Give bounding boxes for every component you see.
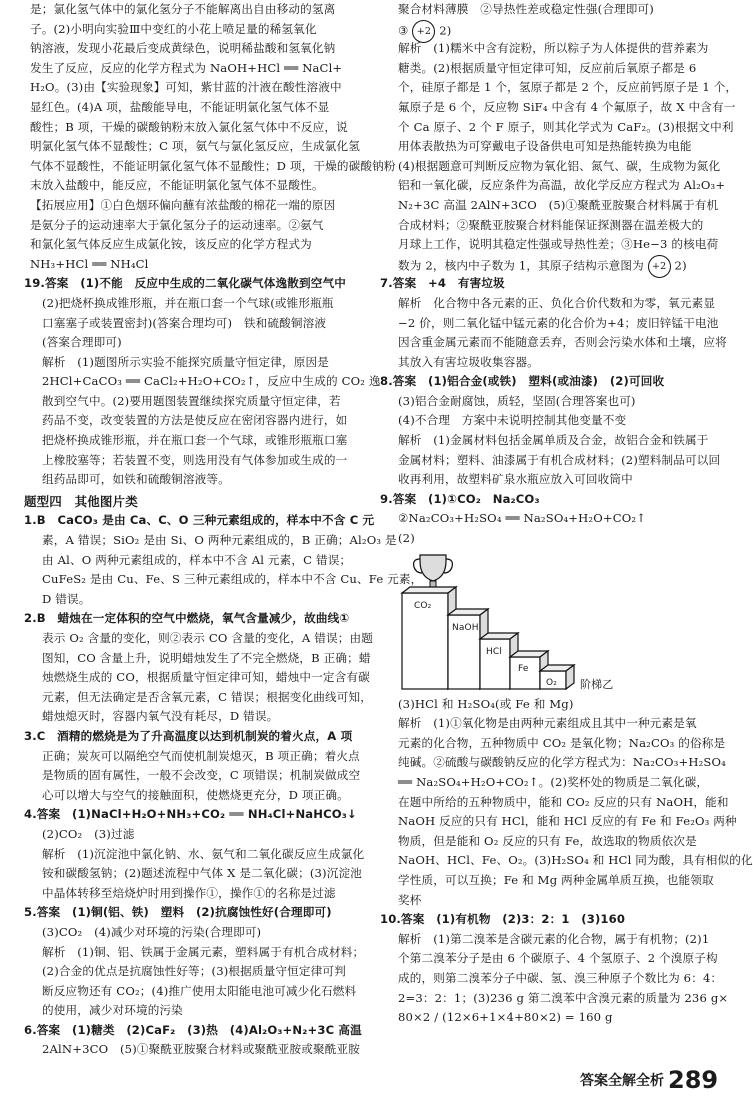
page-number: 289 <box>668 1066 719 1094</box>
text-line: 中晶体转移至焙烧炉时用到操作①，操作①的名称是过滤 <box>42 885 336 900</box>
text-line: 子。(2)小明向实验Ⅲ中变红的小花上喷足量的稀氢氧化 <box>30 21 317 36</box>
text-line: 4.答案 (1)NaCl+H₂O+NH₃+CO₂ ══ NH₄Cl+NaHCO₃↓ <box>24 807 357 822</box>
text-line: 解析 化合物中各元素的正、负化合价代数和为零，氧元素显 <box>398 295 716 310</box>
electron-shell: 2 <box>439 23 447 38</box>
text-line: 3.C 酒精的燃烧是为了升高温度以达到机制炭的着火点，A 项 <box>24 728 353 743</box>
text-line: 心可以增大与空气的接触面积，使燃烧更充分，D 项正确。 <box>42 787 349 802</box>
footer-title: 答案全解全析 <box>580 1073 664 1089</box>
text-line: 个 Ca 原子、2 个 F 原子，则其化学式为 CaF₂。(3)根据文中利 <box>398 119 734 134</box>
text-line: 7.答案 +4 有害垃圾 <box>380 276 505 291</box>
text-line: 【拓展应用】①白色烟环偏向蘸有浓盐酸的棉花一端的原因 <box>30 197 336 212</box>
atom-structure-line: 数为 2，核内中子数为 1，其原子结构示意图为 +2 2) <box>380 255 728 275</box>
text-line: 是；氯化氢气体中的氯化氢分子不能解离出自由移动的氢离 <box>30 2 336 16</box>
text-line: 合成材料；②聚酰亚胺聚合材料能保证探测器在温差极大的 <box>398 217 704 232</box>
text-line: 物质，但是能和 O₂ 反应的只有 Fe，故选取的物质依次是 <box>398 833 697 848</box>
text-line: 2.B 蜡烛在一定体积的空气中燃烧，氧气含量减少，故曲线① <box>24 611 350 626</box>
text-line: 收再利用，故塑料矿泉水瓶应放入可回收筒中 <box>398 472 633 487</box>
text-line: NaOH、HCl、Fe、O₂。(3)H₂SO₄ 和 HCl 同为酸，具有相似的化 <box>398 853 753 868</box>
text-line: 是物质的固有属性，一般不会改变，C 项错误；机制炭做成空 <box>42 768 361 783</box>
text-line: 酸性；B 项，干燥的碳酸钠粉末放入氯化氢气体中不反应，说 <box>30 119 348 134</box>
text-line: 铵和碳酸氢钠；(2)题述流程中气体 X 是二氧化碳；(3)沉淀池 <box>42 866 362 881</box>
text-line: 学性质，可以互换；Fe 和 Mg 两种金属单质互换，也能领取 <box>398 872 714 887</box>
answer-6-continued <box>380 0 728 20</box>
text-line: 奖杯 <box>398 892 422 907</box>
text-line: 其放入有害垃圾收集容器。 <box>398 354 539 369</box>
text-line: 个第二溴苯分子是由 6 个碳原子、4 个氢原子、2 个溴原子构 <box>398 951 718 966</box>
text-line: −2 价，则二氧化锰中锰元素的化合价为+4；废旧锌锰干电池 <box>398 315 719 330</box>
text-line: ══ Na₂SO₄+H₂O+CO₂↑。(2)奖杯处的物质是二氧化碳， <box>398 775 709 789</box>
text-line: 药品不变，改变装置的方法是使反应在密闭容器内进行，如 <box>42 413 348 428</box>
trophy-icon <box>414 555 453 591</box>
text-line: NaOH 反应的只有 HCl，能和 HCl 反应的有 Fe 和 Fe₂O₃ 两种 <box>398 814 737 829</box>
electron-shell-2: 2 <box>674 258 683 273</box>
text-line: 元素的化合物，五种物质中 CO₂ 是氧化物；Na₂CO₃ 的俗称是 <box>398 735 726 750</box>
text-line: 糖类。(2)根据质量守恒定律可知，反应前后氧原子都是 6 <box>398 60 697 75</box>
text-line: D 错误。 <box>42 591 91 606</box>
step-4-label: Fe <box>518 663 529 674</box>
text-line: (4)不合理 方案中未说明控制其他变量不变 <box>398 413 627 428</box>
text-line: 题型四 其他图片类 <box>24 493 138 509</box>
text-line: 钠溶液，发现小花最后变成黄绿色，说明稀盐酸和氢氧化钠 <box>30 41 336 56</box>
right-column <box>380 0 753 1028</box>
text-line: 解析 (1)金属材料包括金属单质及合金，故铝合金和铁属于 <box>398 433 709 448</box>
text-line: 把烧杯换成锥形瓶，并在瓶口套一个气球，或锥形瓶瓶口塞 <box>42 433 348 448</box>
text-line: 的使用，减少对环境的污染 <box>42 1003 183 1018</box>
text-line: 2AlN+3CO (5)①聚酰亚胺聚合材料或聚酰亚胺或聚酰亚胺 <box>42 1042 361 1057</box>
text-line: 10.答案 (1)有机物 (2)3：2：1 (3)160 <box>380 912 626 927</box>
text-line: 1.B CaCO₃ 是由 Ca、C、O 三种元素组成的，样本中不含 C 元 <box>24 513 375 528</box>
text-line: 金属材料；塑料、油漆属于有机合成材料；(2)塑料制品可以回 <box>398 452 721 467</box>
text-line: N₂+3C 高温 2AlN+3CO (5)①聚酰亚胺聚合材料属于有机 <box>398 197 719 212</box>
text-line: 上橡胶塞等；若装置不变，则选用没有气体参加或生成的一 <box>42 452 348 467</box>
text-line: (2) <box>398 531 415 546</box>
text-line: 6.答案 (1)糖类 (2)CaF₂ (3)热 (4)Al₂O₃+N₂+3C 高温 <box>24 1022 362 1037</box>
text-line: 2=3：2：1；(3)236 g 第二溴苯中含溴元素的质量为 236 g× <box>398 990 729 1005</box>
text-line: 和氯化氢气体反应生成氯化铵，该反应的化学方程式为 <box>30 237 312 252</box>
text-line: 发生了反应，反应的化学方程式为 NaOH+HCl ══ NaCl+ <box>30 60 343 75</box>
stair-figure <box>398 551 728 693</box>
text-line: 月球上工作，说明其稳定性强或导热性差；③He−3 的核电荷 <box>398 237 719 252</box>
step-2-label: NaOH <box>452 622 479 633</box>
text-line: 蜡烛熄灭时，容器内氧气没有耗尽，D 错误。 <box>42 709 279 724</box>
text-line: 9.答案 (1)①CO₂ Na₂CO₃ <box>380 491 540 506</box>
text-line: (2)合金的优点是抗腐蚀性好等；(3)根据质量守恒定律可判 <box>42 964 346 979</box>
text-line: 素，A 错误；SiO₂ 是由 Si、O 两种元素组成的，B 正确；Al₂O₃ 是 <box>42 533 397 548</box>
text-line: 5.答案 (1)铜(铝、铁) 塑料 (2)抗腐蚀性好(合理即可) <box>24 905 332 920</box>
text-line: 成的，则第二溴苯分子中碳、氢、溴三种原子个数比为 6：4： <box>398 970 723 985</box>
text-line: H₂O。(3)由【实验现象】可知，紫甘蓝的汁液在酸性溶液中 <box>30 80 342 95</box>
text-line: 解析 (1)题图所示实验不能探究质量守恒定律，原因是 <box>42 354 329 369</box>
page-footer <box>580 1066 718 1094</box>
figure-caption: 阶梯乙 <box>580 677 614 691</box>
text-line: 末放入盐酸中，能反应，不能证明氯化氢气体不显酸性。 <box>30 178 324 193</box>
text-line: 因含重金属元素而不能随意丢弃，否则会污染水体和土壤，应将 <box>398 335 727 350</box>
text-line: 是氨分子的运动速率大于氯化氢分子的运动速率。②氨气 <box>30 217 324 232</box>
text-line: 正确；炭灰可以隔绝空气而使机制炭熄灭，B 项正确；着火点 <box>42 748 360 763</box>
text-line: 19.答案 (1)不能 反应中生成的二氧化碳气体逸散到空气中 <box>24 276 346 291</box>
answer-6-analysis <box>380 39 738 255</box>
text-line: 用体表散热为可穿戴电子设备供电可知是热能转换为电能 <box>398 139 692 154</box>
text-line: 解析 (1)糯米中含有淀粉，所以粽子为人体提供的营养素为 <box>398 41 709 56</box>
text-line: 烛燃烧生成的 CO，根据质量守恒定律可知，蜡烛中一定含有碳 <box>42 670 370 685</box>
answers-9-10 <box>380 695 753 1028</box>
step-3-label: HCl <box>486 646 503 657</box>
text-line: 由 Al、O 两种元素组成的，样本中不含 Al 元素，C 错误； <box>42 552 352 567</box>
text-line: 显红色。(4)A 项，盐酸能导电，不能证明氯化氢气体不显 <box>30 99 330 114</box>
text-line: 聚合材料薄膜 ②导热性差或稳定性强(合理即可) <box>398 2 654 16</box>
text-line: 表示 O₂ 含量的变化，则②表示 CO 含量的变化，A 错误；由题 <box>42 631 373 645</box>
text-line: CuFeS₂ 是由 Cu、Fe、S 三种元素组成的，样本中不含 Cu、Fe 元素， <box>42 572 423 587</box>
text-line: ②Na₂CO₃+H₂SO₄ ══ Na₂SO₄+H₂O+CO₂↑ <box>398 511 647 526</box>
text-line: NH₃+HCl ══ NH₄Cl <box>30 256 149 271</box>
text-line: 散到空气中。(2)要用题图装置继续探究质量守恒定律，若 <box>42 393 341 408</box>
text-line: 图知，CO 含量上升，说明蜡烛发生了不完全燃烧，B 正确；蜡 <box>42 650 371 665</box>
text-line: (3)HCl 和 H₂SO₄(或 Fe 和 Mg) <box>398 696 574 711</box>
text-line: 2HCl+CaCO₃ ══ CaCl₂+H₂O+CO₂↑，反应中生成的 CO₂ 逸 <box>42 374 381 389</box>
text-line: 元素，但无法确定是否含氧元素，C 错误；根据变化曲线可知， <box>42 689 372 704</box>
text-line: 80×2 / (12×6+1×4+80×2) = 160 g <box>398 1010 613 1025</box>
text-line: 氟原子是 6 个，反应物 SiF₄ 中含有 4 个氟原子，故 X 中含有一 <box>398 99 736 114</box>
text-line: 解析 (1)沉淀池中氯化钠、水、氨气和二氧化碳反应生成氯化 <box>42 846 365 861</box>
atom-diagram-line: ③ +2 2) <box>380 20 728 40</box>
text-line: (3)CO₂ (4)减少对环境的污染(合理即可) <box>42 924 262 939</box>
atom-nucleus-icon: +2 <box>412 20 435 43</box>
text-line: 解析 (1)①氧化物是由两种元素组成且其中一种元素是氧 <box>398 716 697 731</box>
text-line: 纯碱。②硫酸与碳酸钠反应的化学方程式为：Na₂CO₃+H₂SO₄ <box>398 755 726 770</box>
text-line: (2)把烧杯换成锥形瓶，并在瓶口套一个气球(或锥形瓶瓶 <box>42 295 334 310</box>
text-line: (4)根据题意可判断反应物为氧化铝、氮气、碳，生成物为氮化 <box>398 158 721 173</box>
text-line: 明氯化氢气体不显酸性；C 项，氨气与氯化氢反应，生成氯化氢 <box>30 139 360 154</box>
text-line: 在题中所给的五种物质中，能和 CO₂ 反应的只有 NaOH，能和 <box>398 794 729 809</box>
text-line: 断反应物还有 CO₂；(4)推广使用太阳能电池可减少化石燃料 <box>42 983 357 998</box>
text-line: (答案合理即可) <box>42 335 122 350</box>
text-line: 个，硅原子都是 1 个，氢原子都是 2 个，反应前钙原子是 1 个， <box>398 80 738 95</box>
text-line: 解析 (1)铜、铝、铁属于金属元素，塑料属于有机合成材料； <box>42 944 365 959</box>
text-line: 解析 (1)第二溴苯是含碳元素的化合物，属于有机物；(2)1 <box>398 931 710 946</box>
text-line: 8.答案 (1)铝合金(或铁) 塑料(或油漆) (2)可回收 <box>380 374 665 389</box>
step-1-label: CO₂ <box>414 600 432 611</box>
text-line: 气体不显酸性，不能证明氯化氢气体不显酸性；D 项，干燥的碳酸钠粉 <box>30 158 396 173</box>
text-line: 组药品即可，如铁和硫酸铜溶液等。 <box>42 472 230 487</box>
step-5-label: O₂ <box>546 677 557 688</box>
text-line: (2)CO₂ (3)过滤 <box>42 826 135 841</box>
text-line: 口塞塞子或装置密封)(答案合理均可) 铁和硫酸铜溶液 <box>42 315 327 330</box>
text-line: 铝和一氧化碳，反应条件为高温，故化学反应方程式为 Al₂O₃+ <box>398 178 726 193</box>
atom-nucleus-icon-2: +2 <box>648 255 671 278</box>
answers-7-9 <box>380 274 728 548</box>
text-line: (3)铝合金耐腐蚀，质轻，坚固(合理答案也可) <box>398 393 636 408</box>
